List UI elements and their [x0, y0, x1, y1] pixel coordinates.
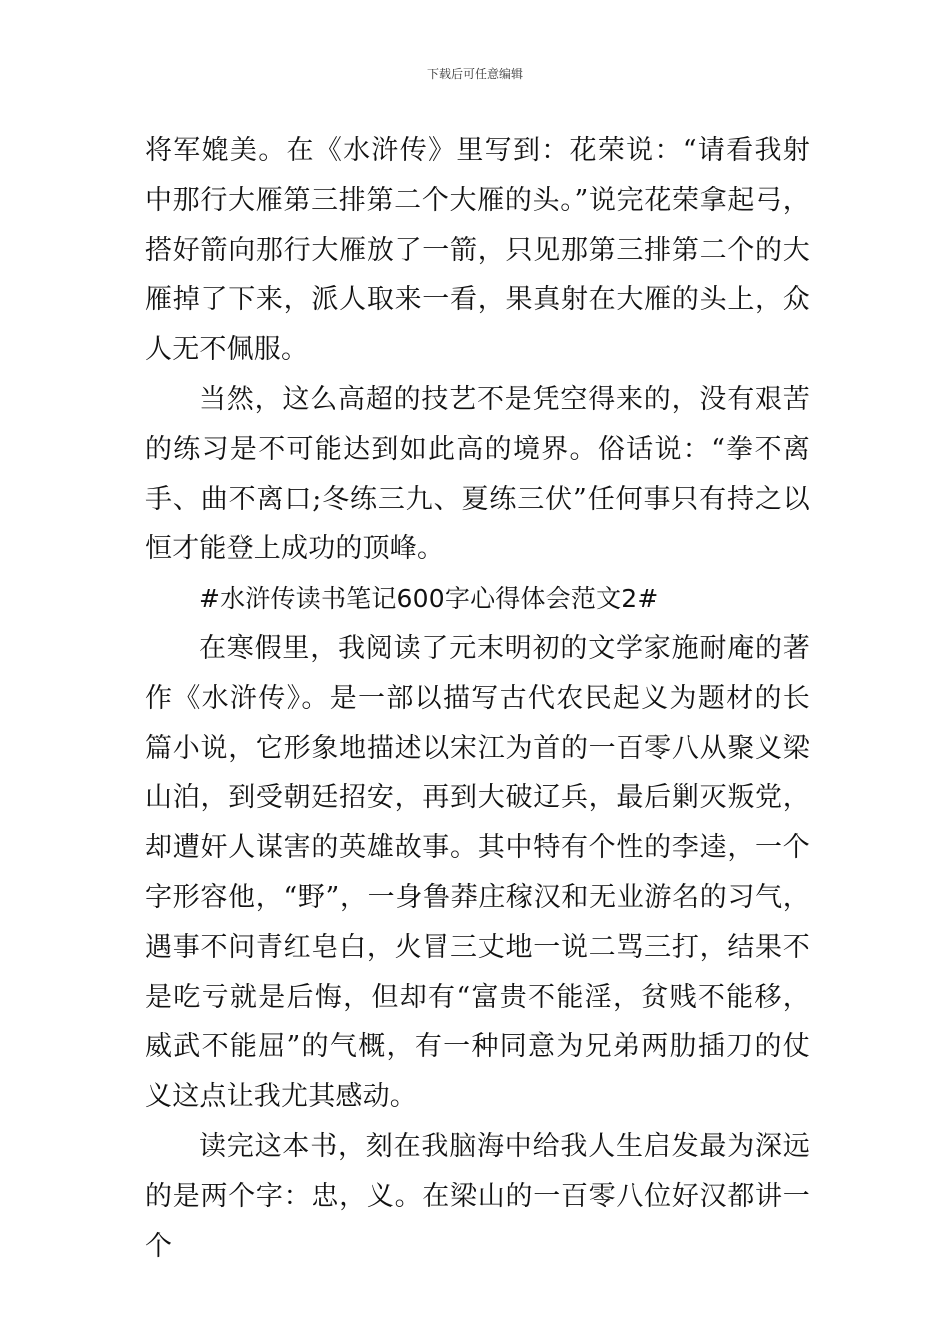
paragraph-practice: 当然，这么高超的技艺不是凭空得来的，没有艰苦的练习是不可能达到如此高的境界。俗话说：“拳不离手、曲不离口;冬练三九、夏练三伏”任何事只有持之以恒才能登上成功的顶峰。: [145, 383, 810, 565]
paragraph-continuation: 将军媲美。在《水浒传》里写到：花荣说：“请看我射中那行大雁第三排第二个大雁的头。”说完花荣拿起弓，搭好箭向那行大雁放了一箭，只见那第三排第二个的大雁掉了下来，派人取来一看，果真射在大雁的头上，众人无不佩服。: [145, 135, 810, 366]
paragraph-reading: 在寒假里，我阅读了元末明初的文学家施耐庵的著作《水浒传》。是一部以描写古代农民起义为题材的长篇小说，它形象地描述以宋江为首的一百零八从聚义梁山泊，到受朝廷招安，再到大破辽兵，最后剿灭叛党，却遭奸人谋害的英雄故事。其中特有个性的李逵，一个字形容他，“野”，一身鲁莽庄稼汉和无业游名的习气，遇事不问青红皂白，火冒三丈地一说二骂三打，结果不是吃亏就是后悔，但却有“富贵不能淫，贫贱不能移，威武不能屈”的气概，有一种同意为兄弟两肋插刀的仗义这点让我尤其感动。: [145, 632, 810, 1113]
section-heading: #水浒传读书笔记600字心得体会范文2#: [199, 584, 659, 614]
page-header: 下载后可任意编辑: [426, 67, 523, 81]
document-body: [145, 126, 810, 1271]
paragraph-reflection: 读完这本书，刻在我脑海中给我人生启发最为深远的是两个字：忠，义。在梁山的一百零八位好汉都讲一个: [145, 1130, 810, 1262]
